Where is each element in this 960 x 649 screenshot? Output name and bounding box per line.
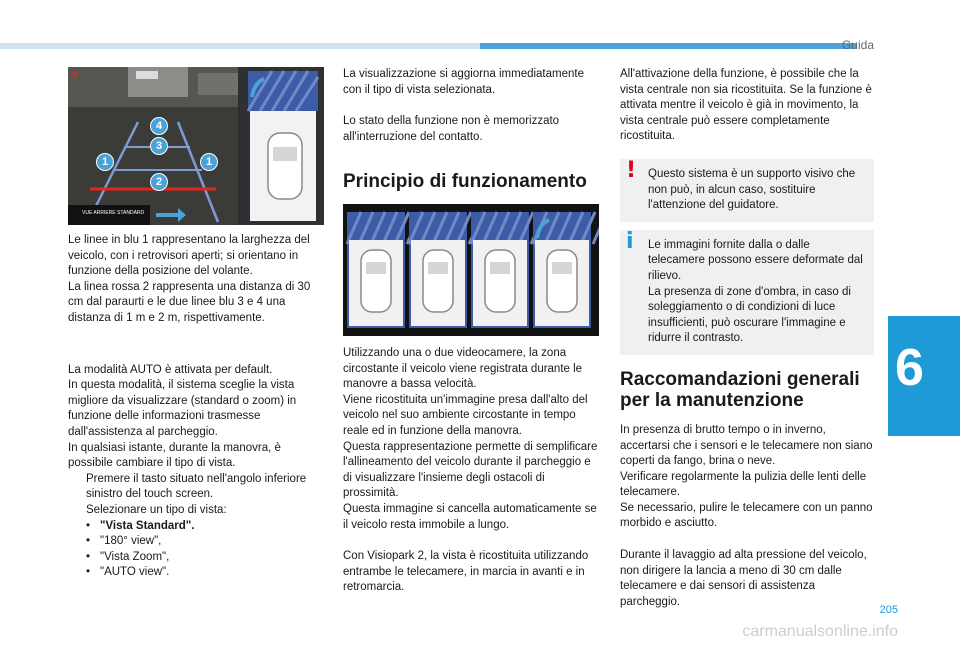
maintenance-text: In presenza di brutto tempo o in inverno, accertarsi che i sensori e le telecamere non siano coperti da fango, brina o neve. Verificare regolarmente la pulizia delle lenti delle telecamere. Se necessario, pulire le telecamere con un panno morbido e asciutto. xyxy=(620,423,873,530)
header-bar-accent xyxy=(480,43,856,49)
close-icon: ✕ xyxy=(70,68,81,82)
warning-icon: ! xyxy=(626,157,637,183)
dot-icon: • xyxy=(86,519,91,532)
view-option xyxy=(68,550,324,566)
info-note xyxy=(620,230,874,355)
visiopark-description: Con Visiopark 2, la vista è ricostituita utilizzando entrambe le telecamere, in marcia in avanti e in retromarcia. xyxy=(343,550,589,594)
view-option-label: "AUTO view". xyxy=(100,566,170,579)
bullet-icon xyxy=(68,472,86,503)
rear-camera-figure xyxy=(68,67,324,225)
bullet-item xyxy=(68,503,324,519)
warning-text: Questo sistema è un supporto visivo che non può, in alcun caso, sostituire l'attenzione del guidatore. xyxy=(648,167,856,212)
bullet-text: Selezionare un tipo di vista: xyxy=(86,503,227,516)
auto-mode-description: La modalità AUTO è attivata per default. In questa modalità, il sistema sceglie la vista migliore da visualizzare (standard o zoom) in funzione delle informazioni trasmesse dall'assistenza al parcheggio. In qualsiasi istante, durante la manovra, è possibile cambiare il tipo di vista. xyxy=(68,363,297,470)
column-2-lower xyxy=(343,346,599,596)
top-view-panel xyxy=(533,212,599,328)
spacer xyxy=(68,327,324,363)
rear-camera-illustration xyxy=(68,67,324,225)
marker-4: 4 xyxy=(150,117,168,135)
section-title: Guida xyxy=(841,38,874,52)
spacer xyxy=(620,532,874,548)
marker-2: 2 xyxy=(150,173,168,191)
top-view-figure xyxy=(343,204,599,336)
view-option-label: "180° view", xyxy=(100,535,162,548)
view-option-label: "Vista Standard". xyxy=(100,519,195,532)
top-view-illustration xyxy=(343,204,599,336)
header-bar-light xyxy=(0,43,480,49)
view-option xyxy=(68,519,324,535)
memory-state-text: Lo stato della funzione non è memorizzato all'interruzione del contatto. xyxy=(343,115,560,143)
overlay-caption: VUE ARRIERE STANDARD xyxy=(82,210,145,216)
display-update-text: La visualizzazione si aggiorna immediatamente con il tipo di vista selezionata. xyxy=(343,68,584,96)
section-heading-maintenance: Raccomandazioni generali per la manutenzione xyxy=(620,368,860,411)
principle-description: Utilizzando una o due videocamere, la zona circostante il veicolo viene registrata durante le manovre a bassa velocità. Viene ricostituita un'immagine presa dall'alto del veicolo nel suo ambiente circostante in tempo reale ed in funzione della manovra. Questa rappresentazione permette di semplificare l'allineamento del veicolo durante il parcheggio e di visualizzare l'insieme degli ostacoli di prossimità. Questa immagine si cancella automaticamente se il veicolo resta immobile a lungo. xyxy=(343,347,598,531)
bullet-icon xyxy=(68,503,86,519)
guide-lines-description: Le linee in blu 1 rappresentano la larghezza del veicolo, con i retrovisori aperti; si orientano in funzione della posizione del volante. La linea rossa 2 rappresenta una distanza di 30 cm dal paraurti e le due linee blu 3 e 4 una distanza di 1 m e 2 m, rispettivamente. xyxy=(68,234,311,324)
spacer xyxy=(620,222,874,230)
spacer xyxy=(343,533,599,549)
column-1 xyxy=(68,233,324,581)
view-option xyxy=(68,565,324,581)
watermark: carmanualsonline.info xyxy=(742,623,898,640)
view-option xyxy=(68,534,324,550)
dot-icon: • xyxy=(86,535,91,548)
bullet-text: Premere il tasto situato nell'angolo inferiore sinistro del touch screen. xyxy=(86,472,307,501)
spacer xyxy=(620,355,874,369)
marker-1-left: 1 xyxy=(96,153,114,171)
spacer xyxy=(620,411,874,423)
spacer xyxy=(343,145,599,171)
view-option-label: "Vista Zoom", xyxy=(100,550,170,563)
column-3 xyxy=(620,67,874,610)
marker-1-right: 1 xyxy=(200,153,218,171)
dot-icon: • xyxy=(86,566,91,579)
marker-3: 3 xyxy=(150,137,168,155)
bullet-item xyxy=(68,472,324,503)
column-2 xyxy=(343,67,599,192)
dot-icon: • xyxy=(86,550,91,563)
info-icon: i xyxy=(626,228,634,254)
washing-text: Durante il lavaggio ad alta pressione del veicolo, non dirigere la lancia a meno di 30 cm dalle telecamere e dai sensori di assistenza parcheggio. xyxy=(620,549,867,608)
spacer xyxy=(620,145,874,159)
activation-text: All'attivazione della funzione, è possibile che la vista centrale non sia ricostituita. Se la funzione è attivata mentre il veicolo è già in movimento, la vista centrale può essere completamente ricostituita. xyxy=(620,68,872,143)
info-text: Le immagini fornite dalla o dalle telecamere possono essere deformate dal rilievo. La presenza di zone d'ombra, in caso di soleggiamento o di condizioni di luce insufficienti, può oscurare l'immagine e ridurre il contrasto. xyxy=(648,238,863,345)
section-heading-principle: Principio di funzionamento xyxy=(343,171,587,193)
warning-note xyxy=(620,159,874,222)
page-number: 205 xyxy=(879,604,898,616)
spacer xyxy=(343,98,599,114)
chapter-number: 6 xyxy=(895,339,924,397)
